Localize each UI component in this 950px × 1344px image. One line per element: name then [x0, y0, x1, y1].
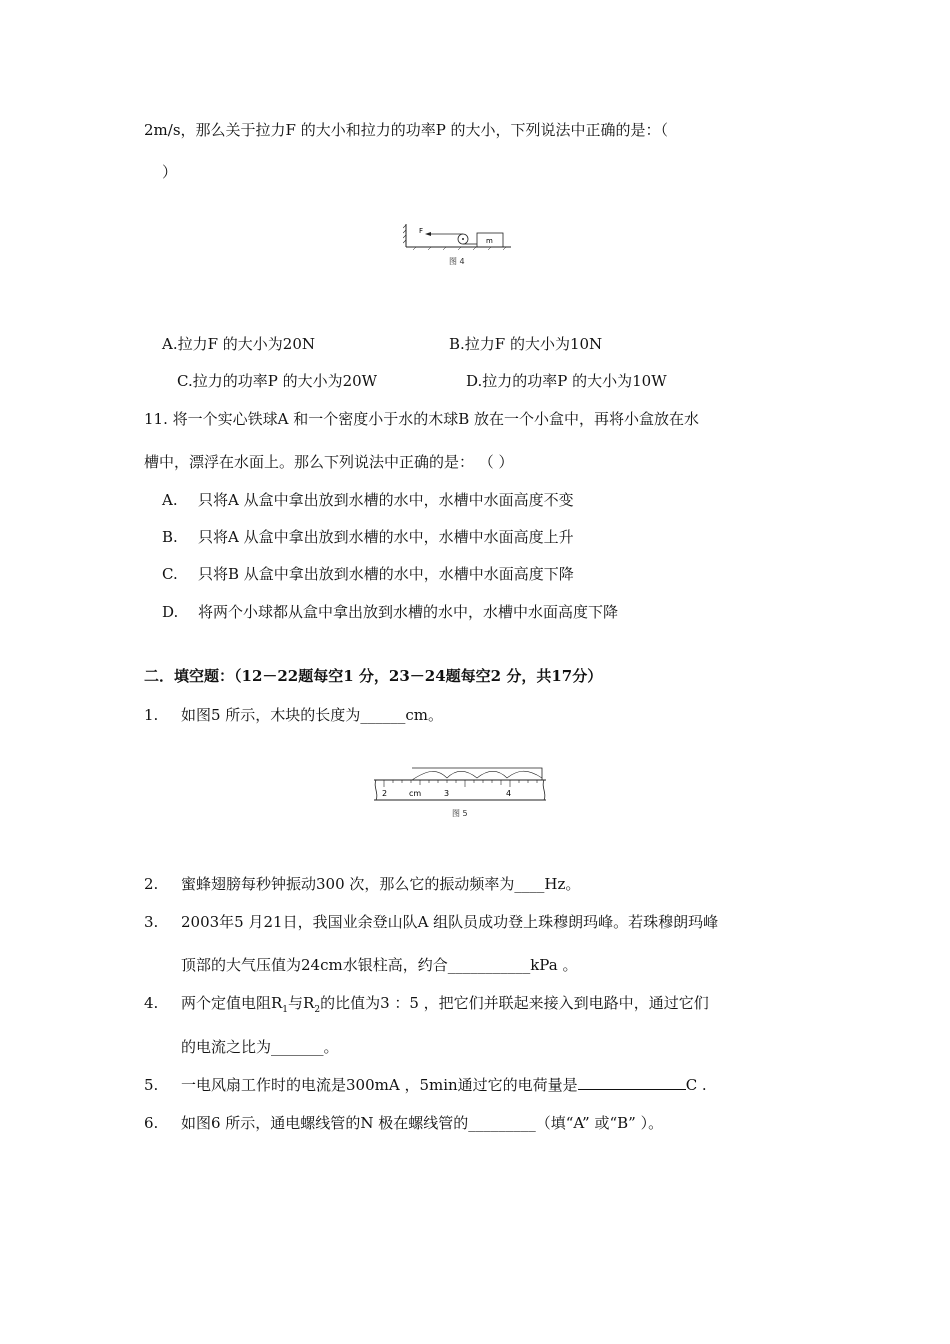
q10-option-c: C.拉力的功率P 的大小为20W	[177, 372, 378, 390]
fill-q1-number: 1.	[144, 706, 159, 724]
q11-option-b-text: 只将A 从盒中拿出放到水槽的水中，水槽中水面高度上升	[198, 528, 574, 546]
q11-option-b-letter: B.	[162, 528, 178, 546]
q10-option-d: D.拉力的功率P 的大小为10W	[466, 372, 667, 390]
fill-q4-number: 4.	[144, 994, 159, 1012]
fill-q3-line2: 顶部的大气压值为24cm水银柱高，约合___________kPa 。	[181, 956, 578, 974]
fill-q5-blank[interactable]	[578, 1075, 686, 1090]
fill-q6-blank[interactable]: _________	[468, 1114, 536, 1132]
fill-q2-blank[interactable]: ____	[514, 875, 545, 893]
ruler-unit-label: cm	[409, 789, 422, 798]
force-arrow-icon	[425, 232, 431, 236]
q10-option-a: A.拉力F 的大小为20N	[162, 335, 315, 353]
ruler-label-4: 4	[506, 789, 512, 798]
fill-q6-number: 6.	[144, 1114, 159, 1132]
q11-option-a-text: 只将A 从盒中拿出放到水槽的水中，水槽中水面高度不变	[198, 491, 574, 509]
figure-4-pulley-diagram	[403, 220, 513, 250]
fill-q3-blank[interactable]: ___________	[447, 956, 531, 974]
q11-option-d-letter: D.	[162, 603, 179, 621]
figure-5-caption: 图 5	[452, 809, 468, 818]
fill-q2-number: 2.	[144, 875, 159, 893]
q10-option-b: B.拉力F 的大小为10N	[449, 335, 603, 353]
force-label: F	[419, 227, 424, 235]
block-label: m	[486, 237, 493, 245]
section-2-heading: 二．填空题：（12－22题每空1 分，23－24题每空2 分，共17分）	[144, 667, 603, 685]
q11-option-c-text: 只将B 从盒中拿出放到水槽的水中，水槽中水面高度下降	[198, 565, 574, 583]
q11-line1: 11. 将一个实心铁球A 和一个密度小于水的木球B 放在一个小盒中，再将小盒放在水	[144, 410, 700, 428]
fill-q5-number: 5.	[144, 1076, 159, 1094]
fill-q3-number: 3.	[144, 913, 159, 931]
figure-4-caption: 图 4	[449, 257, 465, 266]
fill-q3-line1: 2003年5 月21日，我国业余登山队A 组队员成功登上珠穆朗玛峰。若珠穆朗玛峰	[181, 913, 719, 931]
ruler-label-3: 3	[444, 789, 450, 798]
figure-5-ruler-diagram	[372, 764, 548, 802]
q11-option-c-letter: C.	[162, 565, 178, 583]
fill-q1-blank[interactable]: ______	[360, 706, 406, 724]
ruler-label-2: 2	[382, 789, 388, 798]
fill-q1-text: 如图5 所示，木块的长度为______cm。	[181, 706, 443, 724]
q11-option-a-letter: A.	[162, 491, 178, 509]
fill-q4-blank[interactable]: _______	[271, 1038, 324, 1056]
fill-q4-line2: 的电流之比为_______。	[181, 1038, 339, 1056]
fill-q5-text: 一电风扇工作时的电流是300mA ，5min通过它的电荷量是 C .	[181, 1076, 707, 1094]
fill-q2-text: 蜜蜂翅膀每秒钟振动300 次，那么它的振动频率为____Hz。	[181, 875, 581, 893]
q11-option-d-text: 将两个小球都从盒中拿出放到水槽的水中，水槽中水面高度下降	[198, 603, 619, 621]
fill-q4-line1: 两个定值电阻$R_1$与$R_2$的比值为3 ：5 ，把它们并联起来接入到电路中，通过它们	[181, 994, 709, 1015]
fill-q6-text: 如图6 所示，通电螺线管的N 极在螺线管的_________（填“A” 或“B” ）。	[181, 1114, 664, 1132]
q10-text-line1: 2m/s，那么关于拉力F 的大小和拉力的功率P 的大小，下列说法中正确的是：（	[144, 121, 669, 139]
q11-line2: 槽中，漂浮在水面上。那么下列说法中正确的是： （ ）	[144, 453, 514, 471]
q10-text-line2: ）	[162, 163, 178, 181]
